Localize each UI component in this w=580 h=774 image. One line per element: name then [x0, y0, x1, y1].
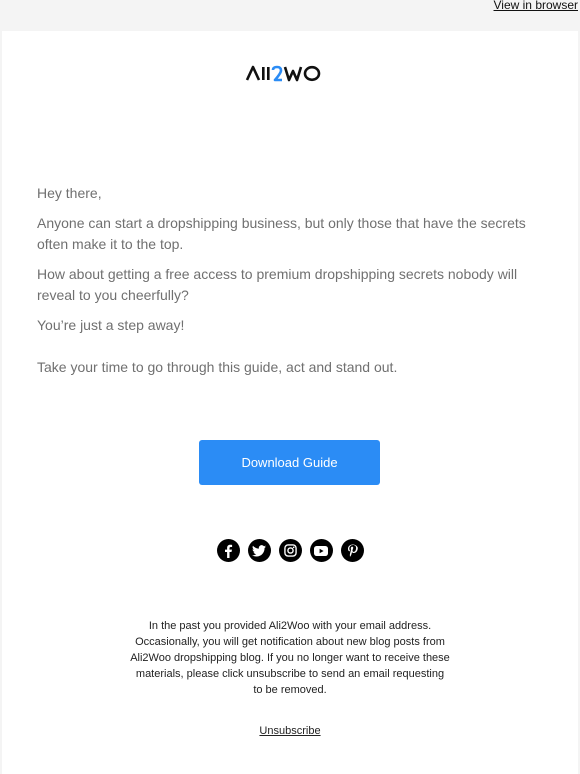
social-links	[2, 539, 578, 562]
email-card	[2, 31, 578, 774]
paragraph-1: Anyone can start a dropshipping business, but only those that have the secrets often make it to the top.	[37, 215, 526, 252]
email-body	[37, 183, 547, 387]
top-bar	[0, 0, 580, 30]
twitter-icon[interactable]	[248, 539, 271, 562]
pinterest-icon[interactable]	[341, 539, 364, 562]
greeting: Hey there,	[37, 185, 102, 201]
unsubscribe-link[interactable]: Unsubscribe	[259, 725, 321, 737]
instagram-icon[interactable]	[279, 539, 302, 562]
unsubscribe-row	[2, 725, 578, 737]
ali2wo-logo-icon	[245, 63, 335, 85]
view-in-browser-link[interactable]: View in browser	[493, 0, 578, 12]
download-guide-button[interactable]: Download Guide	[199, 440, 380, 485]
facebook-icon[interactable]	[217, 539, 240, 562]
paragraph-3: You’re just a step away!	[37, 317, 185, 333]
youtube-icon[interactable]	[310, 539, 333, 562]
paragraph-4: Take your time to go through this guide, act and stand out.	[37, 359, 398, 375]
paragraph-2: How about getting a free access to premium dropshipping secrets nobody will reveal to you cheerfully?	[37, 266, 518, 303]
brand-logo	[2, 63, 578, 87]
footer-notice: In the past you provided Ali2Woo with your email address. Occasionally, you will get notification about new blog posts from Ali2Woo dropshipping blog. If you no longer want to receive these materials, please click unsubscribe to send an email requesting to be removed.	[130, 620, 450, 696]
